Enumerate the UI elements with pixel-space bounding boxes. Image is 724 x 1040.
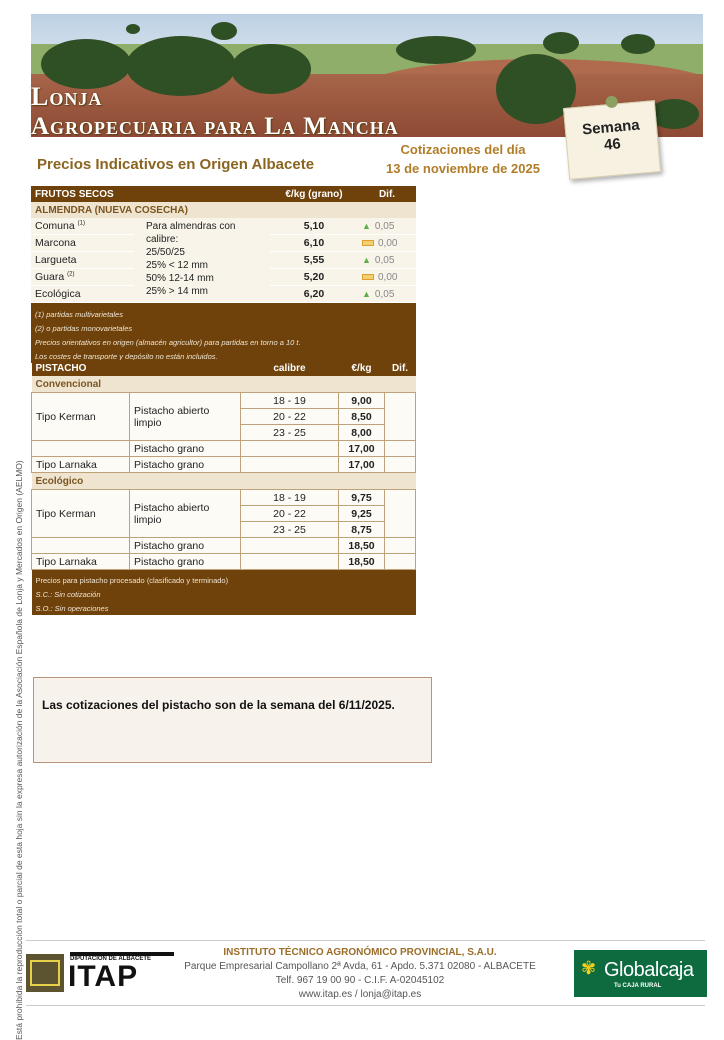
grano-label: Pistacho grano: [130, 554, 241, 570]
diff-value: 0,05: [374, 288, 395, 300]
website-link[interactable]: www.itap.es / lonja@itap.es: [298, 989, 422, 1000]
price-cell: 17,00: [339, 441, 385, 457]
trend-up-icon: ▲: [362, 220, 371, 231]
diff-value: 0,05: [374, 254, 395, 266]
calibre-note-line: Para almendras con calibre:: [146, 221, 236, 245]
variety-name: Marcona: [31, 235, 134, 252]
convencional-subheader: [32, 376, 416, 393]
address: Parque Empresarial Campollano 2ª Avda, 61 - Apdo. 5.371 02080 - ALBACETE: [184, 961, 536, 972]
table-row: [32, 393, 416, 409]
footnote-row: [31, 321, 416, 335]
globalcaja-logo: [574, 950, 707, 997]
globalcaja-label: Globalcaja: [604, 959, 694, 981]
price-cell: 9,75: [339, 490, 385, 506]
variety-name: Guara: [35, 271, 65, 283]
semana-number: 46: [603, 135, 622, 154]
tipo-larnaka-label: Tipo Larnaka: [32, 554, 130, 570]
institute-name: INSTITUTO TÉCNICO AGRONÓMICO PROVINCIAL, S.A.U.: [223, 947, 497, 958]
tipo-larnaka-label: Tipo Larnaka: [32, 457, 130, 473]
footnote-row: [31, 303, 416, 322]
grano-label: Pistacho grano: [130, 538, 241, 554]
table-row: [32, 441, 416, 457]
pistacho-notice-box: [33, 677, 432, 763]
diff-header: Dif.: [358, 186, 416, 202]
price-cell: 8,50: [339, 409, 385, 425]
variety-footnote: (2): [67, 271, 75, 278]
variety-name: Comuna: [35, 220, 75, 232]
price-cell: 6,20: [270, 286, 358, 303]
diff-header: Dif.: [385, 360, 416, 376]
footer-divider: [26, 1005, 705, 1006]
price-cell: 5,20: [270, 269, 358, 286]
convencional-label: Convencional: [32, 376, 416, 393]
price-cell: 9,25: [339, 506, 385, 522]
footnote: Precios orientativos en origen (almacén agricultor) para partidas en torno a 10 t.: [31, 335, 416, 349]
unit-header: €/kg (grano): [270, 186, 358, 202]
calibre-note-line: 50% 12-14 mm: [146, 273, 214, 284]
variety-name: Largueta: [31, 252, 134, 269]
diff-value: 0,05: [374, 220, 395, 232]
diputacion-shield-icon: [26, 954, 64, 992]
trend-equal-icon: [362, 274, 374, 280]
tipo-kerman-label: Tipo Kerman: [32, 490, 130, 538]
price-cell: 8,00: [339, 425, 385, 441]
ecologico-label: Ecológico: [32, 473, 416, 490]
diff-value: 0,00: [378, 271, 398, 283]
footnote: Los costes de transporte y depósito no están incluidos.: [31, 349, 416, 363]
semana-label: Semana: [581, 116, 641, 139]
table-row: [32, 490, 416, 506]
price-cell: 5,10: [270, 218, 358, 235]
pistacho-table: [31, 360, 416, 615]
unit-header: €/kg: [339, 360, 385, 376]
lonja-title-line1: Lonja: [31, 82, 103, 111]
footnote: (2) o partidas monovarietales: [31, 321, 416, 335]
calibre-cell: 20 - 22: [241, 409, 339, 425]
diff-value: 0,00: [378, 237, 398, 249]
cotizaciones-date: 13 de noviembre de 2025: [386, 161, 540, 176]
pistacho-header-row: [32, 360, 416, 376]
calibre-cell: 18 - 19: [241, 393, 339, 409]
phone: Telf. 967 19 00 90 - C.I.F. A-02045102: [275, 975, 445, 986]
price-cell: 18,50: [339, 554, 385, 570]
itap-label: ITAP: [68, 960, 139, 993]
calibre-note-line: 25% > 14 mm: [146, 286, 208, 297]
grano-label: Pistacho grano: [130, 441, 241, 457]
trend-up-icon: ▲: [362, 288, 371, 299]
price-cell: 18,50: [339, 538, 385, 554]
footnote-row: [32, 587, 416, 601]
prices-table: [31, 186, 416, 363]
price-cell: 6,10: [270, 235, 358, 252]
calibre-note: [134, 218, 270, 303]
page-title: Precios Indicativos en Origen Albacete: [37, 156, 315, 173]
lonja-logo-title: [31, 84, 399, 139]
grano-label: Pistacho grano: [130, 457, 241, 473]
footer-contact: [180, 946, 540, 1002]
abierto-label: Pistacho abierto limpio: [130, 490, 241, 538]
price-cell: 8,75: [339, 522, 385, 538]
variety-name: Ecológica: [31, 286, 134, 303]
footer-divider: [26, 940, 705, 941]
variety-footnote: (1): [77, 220, 85, 227]
notice-text: Las cotizaciones del pistacho son de la semana del 6/11/2025.: [42, 698, 395, 712]
ecologico-subheader: [32, 473, 416, 490]
trend-up-icon: ▲: [362, 254, 371, 265]
calibre-header: calibre: [241, 360, 339, 376]
diputacion-label: DIPUTACION DE ALBACETE: [70, 956, 151, 962]
calibre-note-line: 25/50/25: [146, 247, 185, 258]
cotizaciones-block: [368, 140, 558, 178]
calibre-cell: 23 - 25: [241, 425, 339, 441]
footnote: Precios para pistacho procesado (clasificado y terminado): [32, 570, 416, 588]
footnote: S.O.: Sin operaciones: [32, 601, 416, 615]
table-row: [32, 554, 416, 570]
table-row: [32, 538, 416, 554]
footnote-row: [32, 601, 416, 615]
pistacho-title: PISTACHO: [32, 360, 130, 376]
frutos-secos-header-row: [31, 186, 416, 202]
abierto-label: Pistacho abierto limpio: [130, 393, 241, 441]
lonja-title-line2: Agropecuaria para La Mancha: [31, 113, 399, 140]
footnote-row: [31, 335, 416, 349]
price-cell: 17,00: [339, 457, 385, 473]
caja-rural-label: Tu CAJA RURAL: [614, 983, 662, 989]
table-row: [32, 457, 416, 473]
calibre-cell: 18 - 19: [241, 490, 339, 506]
tipo-kerman-label: Tipo Kerman: [32, 393, 130, 441]
calibre-cell: 20 - 22: [241, 506, 339, 522]
calibre-note-line: 25% < 12 mm: [146, 260, 208, 271]
calibre-cell: 23 - 25: [241, 522, 339, 538]
trend-equal-icon: [362, 240, 374, 246]
itap-logo: [26, 952, 174, 998]
almendra-title: ALMENDRA (NUEVA COSECHA): [31, 202, 416, 218]
almendra-subheader: [31, 202, 416, 218]
wheat-icon: ✾: [581, 958, 597, 978]
footnote-row: [32, 570, 416, 588]
semana-sticky-note: [563, 100, 661, 180]
price-cell: 5,55: [270, 252, 358, 269]
cotizaciones-label: Cotizaciones del día: [400, 142, 526, 157]
footnote: (1) partidas multivarietales: [31, 303, 416, 322]
frutos-secos-title: FRUTOS SECOS: [31, 186, 270, 202]
price-cell: 9,00: [339, 393, 385, 409]
table-row: [31, 218, 416, 235]
footnote: S.C.: Sin cotización: [32, 587, 416, 601]
copyright-side-notice: Está prohibida la reproducción total o parcial de esta hoja sin la expresa autorización de la Asociación Española de Lonja y Mercados en Origen (AELMO): [14, 460, 24, 1040]
pin-icon: [605, 95, 618, 108]
